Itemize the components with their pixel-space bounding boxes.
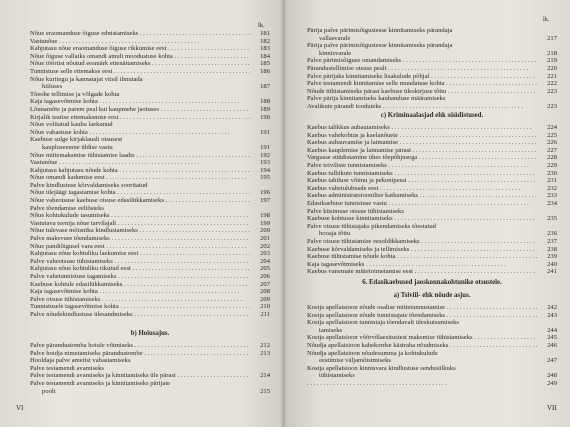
entry-page-number: 202: [260, 242, 270, 250]
contents-entry: [30, 182, 270, 190]
entry-title: Vastunõue . . .: [30, 38, 250, 46]
entry-title: Kahjutasu nõue eraomanduse õiguse rikkumise eest . . .: [30, 45, 250, 53]
entry-title: poolt: [42, 387, 56, 395]
entry-title: Kostja apellatsioon nõude tunnistajate tõendamiseks . . .: [307, 312, 537, 320]
entry-page-number: 197: [260, 197, 270, 205]
contents-entry: [30, 372, 270, 380]
contents-entry: [307, 27, 557, 35]
entry-page-number: 194: [260, 166, 270, 174]
contents-entry: [307, 124, 557, 132]
contents-entry: [307, 57, 557, 65]
contents-entry: [30, 159, 270, 167]
entry-page-number: 238: [547, 245, 557, 253]
contents-entry: [307, 208, 557, 216]
entry-page-number: 248: [547, 372, 557, 380]
entry-title: Nõue mittemaksmise tühistamise laadis . . .: [30, 152, 250, 160]
entry-title: Pärija palve pärimisõigustesse kinnitamiseks pärandaja: [307, 42, 453, 50]
contents-entry: [307, 238, 557, 246]
entry-title: Pärija palve pärimisõigustesse kinnitamiseks pärandaja: [307, 27, 453, 34]
entry-page-number: 199: [260, 219, 270, 227]
section-heading: b) Hoiusajus.: [130, 330, 170, 337]
contents-entry: [307, 162, 557, 170]
entry-page-number: 191: [260, 143, 270, 151]
entry-page-number: 198: [260, 212, 270, 220]
entry-title: Tõeohe tellimise ja võlgade kohta: [30, 90, 120, 98]
contents-entry: [30, 250, 270, 258]
contents-entry: [307, 80, 557, 88]
contents-entry: [30, 114, 270, 122]
entry-title: Nõue tööriist nõutud eesmärk ettenäitamiseks . . .: [30, 60, 250, 68]
entry-title: Tunnistuse selle ettemakse eest . . .: [30, 68, 250, 76]
entry-title: kaupluseemne üldise vastu: [42, 143, 113, 151]
contents-entry: [30, 288, 270, 296]
entry-title: Palve testamendi avamiseks ja kinnitamiseks üle pärast . . .: [30, 372, 250, 380]
contents-entry: [30, 258, 270, 266]
contents-entry: [30, 303, 270, 311]
entry-title: Kaebuse kohtule edasilükkamiseks . . .: [30, 281, 250, 289]
contents-entry: [307, 372, 557, 380]
entry-title: Vastunõue . . .: [30, 159, 250, 167]
contents-entry: [307, 365, 557, 373]
contents-entry: [30, 342, 270, 350]
contents-entry: [30, 83, 270, 91]
contents-entry: [307, 154, 557, 162]
contents-entry: [30, 273, 270, 281]
entry-page-number: 182: [260, 37, 270, 45]
contents-entry: [30, 189, 270, 197]
entry-title: Kaebus kauplemise ja laimamise pärast . . .: [307, 147, 537, 155]
entry-title: Edasikaebuse tunnistuse vastu . . .: [307, 200, 537, 208]
entry-page-number: 217: [547, 34, 557, 42]
contents-entry: [307, 42, 557, 50]
entry-title: Palve pärimisõiguse omandamiseks . . .: [307, 57, 537, 65]
contents-entry: [30, 350, 270, 358]
entry-page-number: 215: [260, 387, 270, 395]
contents-list: [307, 27, 557, 111]
entry-title: Palve otsuse tühistamise eesoldikkamiseks . . .: [307, 238, 537, 246]
entry-title: Nõudja apellatsioon kahekordse kästraha nõudmiseks . . .: [307, 342, 537, 350]
contents-entry: [307, 215, 557, 223]
contents-entry: [30, 53, 270, 61]
contents-entry: [30, 311, 270, 319]
entry-title: Palve otsuse tühistamiseks . . .: [30, 296, 250, 304]
entry-title: vallasvarale: [319, 34, 351, 42]
subsection-heading: a) Tsiviil- ehk nõude asjus.: [393, 292, 471, 299]
entry-page-number: 228: [547, 154, 557, 162]
contents-entry: [307, 132, 557, 140]
entry-page-number: 231: [547, 177, 557, 185]
entry-page-number: 212: [260, 342, 270, 349]
entry-page-number: 236: [547, 230, 557, 238]
entry-title: Nõue omandi kadumise eest . . .: [30, 174, 250, 182]
entry-title: Nõue pandiõigusel vara eest . . .: [30, 243, 250, 251]
contents-entry: [30, 227, 270, 235]
entry-title: Palve pärandustomba hoiule võtmiseks . . .: [30, 342, 250, 350]
entry-page-number: 239: [547, 253, 557, 261]
contents-entry: [30, 357, 270, 365]
entry-page-number: 201: [260, 235, 270, 243]
entry-page-number: 223: [547, 87, 557, 95]
entry-page-number: 223: [547, 102, 557, 110]
entry-title: Kaebus vanemate mittetoimetamise eest . . .: [307, 268, 537, 276]
entry-title: Kahjutasu nõue kohtuliku laekumise eest . . .: [30, 250, 250, 258]
right-page: [285, 0, 570, 427]
entry-title: Palve vaheotsuse tühistamiseks . . .: [30, 258, 250, 266]
entry-title: Nõue kuritegu ja kannatajat viisil ilmutada: [30, 75, 143, 83]
contents-entry: [307, 147, 557, 155]
contents-entry: [307, 380, 557, 388]
contents-entry: [307, 223, 557, 231]
entry-page-number: 235: [547, 215, 557, 223]
contents-entry: [30, 235, 270, 243]
contents-list: [307, 124, 557, 276]
entry-title: Kaebus talikkus aubautamiseks . . .: [307, 124, 537, 132]
contents-entry: [30, 365, 270, 373]
entry-title: Palve hoidja nimetamiseks pärandustombe . . .: [30, 350, 250, 358]
contents-entry: [30, 76, 270, 84]
entry-title: Palve vahetunnistuse tagamiseks . . .: [30, 273, 250, 281]
contents-entry: [30, 174, 270, 182]
entry-title: Palve kindlustuse kõrvaldamiseks sooritatud: [30, 181, 148, 189]
entry-page-number: 208: [260, 288, 270, 296]
entry-page-number: 213: [260, 349, 270, 357]
entry-page-number: 246: [547, 341, 557, 349]
entry-page-number: 191: [260, 128, 270, 136]
entry-title: Nõue eraomanduse õiguse ednistamiseks . . .: [30, 30, 250, 38]
entry-page-number: 181: [260, 30, 270, 37]
contents-entry: [307, 268, 557, 276]
contents-entry: [307, 246, 557, 254]
contents-entry: [30, 243, 270, 251]
contents-entry: [30, 38, 270, 46]
page-column-label: lk.: [258, 22, 265, 29]
contents-entry: [307, 35, 557, 43]
entry-title: Nõue vabastuse kohta . . .: [30, 129, 250, 137]
entry-page-number: 200: [260, 227, 270, 235]
entry-page-number: 209: [260, 295, 270, 303]
entry-page-number: 218: [547, 49, 557, 57]
entry-title: Nõue kohtukulude tasumiseks . . .: [30, 212, 250, 220]
entry-page-number: 222: [547, 80, 557, 88]
contents-entry: [307, 342, 557, 350]
entry-title: tamiseks: [319, 326, 343, 334]
entry-title: Kaja tagasevõtmiseks . . .: [307, 261, 537, 269]
entry-title: Hooldaja palve ametist vabastamiseks: [30, 357, 131, 365]
contents-entry: [30, 205, 270, 213]
contents-entry: [307, 177, 557, 185]
entry-title: Kaja tagasevõtmise kohta . . .: [30, 98, 250, 106]
entry-page-number: 229: [547, 161, 557, 169]
contents-entry: [30, 220, 270, 228]
entry-title: Palve testamendi avamiseks ja kinnitamiseks pärijate: [30, 379, 171, 387]
entry-page-number: 224: [547, 124, 557, 131]
entry-page-number: 220: [547, 64, 557, 72]
entry-title: Kahjutasu kahjutasu nõude kohta . . .: [30, 167, 250, 175]
contents-entry: [30, 380, 270, 388]
entry-title: Kirjalik teatise ettemaksmise eest . . .: [30, 114, 250, 122]
entry-title: Palve testamendi avamiseks: [30, 364, 104, 372]
contents-entry: [30, 152, 270, 160]
entry-page-number: 245: [547, 334, 557, 342]
entry-title: Tunnistusele tagasevõtmise kohta . . .: [30, 303, 250, 311]
entry-title: Kaebuse kõrvaldamiseks ja tellimiseks . . .: [307, 246, 537, 254]
contents-entry: [307, 319, 557, 327]
entry-page-number: 249: [547, 379, 557, 387]
contents-entry: [30, 265, 270, 273]
section-heading: c) Kriminaalasjad ehk süüdistused.: [380, 112, 484, 119]
entry-title: [307, 380, 537, 388]
contents-entry: [307, 73, 557, 81]
contents-entry: [30, 30, 270, 38]
entry-page-number: 196: [260, 189, 270, 197]
contents-entry: [307, 185, 557, 193]
entry-title: eestimise väljamõistmiseks: [319, 357, 391, 365]
entry-title: hiiluses: [42, 83, 63, 91]
entry-page-number: 186: [260, 67, 270, 75]
entry-page-number: 195: [260, 174, 270, 182]
contents-list: [30, 30, 270, 319]
entry-page-number: 243: [547, 311, 557, 319]
contents-entry: [30, 144, 270, 152]
entry-page-number: 192: [260, 151, 270, 159]
entry-title: Kahjutasu nõue kohtuliku rikutud eest . . .: [30, 265, 250, 273]
contents-entry: [30, 98, 270, 106]
entry-page-number: 242: [547, 304, 557, 311]
contents-entry: [30, 45, 270, 53]
contents-entry: [307, 95, 557, 103]
entry-title: Palve teiviliste tunnistamiseks . . .: [307, 162, 537, 170]
entry-title: Nõue volitatud kauba laekunud: [30, 121, 113, 129]
entry-title: Palve otsuse tühistajaks pikendamiseks tõestatud: [307, 222, 436, 230]
entry-title: Palve küsimuse otsuse tühistamiseks: [307, 207, 404, 215]
entry-title: hooaja tõttu: [319, 230, 351, 238]
contents-list: [307, 304, 557, 388]
section-heading: 6. Edasikaebused jaoskonnakohtunike otsustele.: [362, 279, 502, 286]
entry-page-number: 232: [547, 184, 557, 192]
entry-page-number: 241: [547, 268, 557, 276]
entry-page-number: 214: [260, 372, 270, 380]
entry-title: tühistamiseks: [319, 372, 355, 380]
entry-title: Kostja apellatsioon nõude osalise mittetunnustamise . . .: [307, 304, 537, 312]
contents-entry: [307, 350, 557, 358]
page-number: VII: [547, 404, 557, 412]
entry-page-number: 184: [260, 52, 270, 60]
entry-title: Nõue tulevase mõisniku kindlustamiseks . . .: [30, 227, 250, 235]
entry-title: Kaebuse kohtusse kinnitamiseks . . .: [307, 215, 537, 223]
entry-title: Kaebus tulbikute tunnistamiseks . . .: [307, 170, 537, 178]
entry-page-number: 234: [547, 199, 557, 207]
contents-entry: [307, 50, 557, 58]
entry-title: Nõude tühistamiseks pärast kaebuse üleskirjuse tõttu . . .: [307, 88, 537, 96]
contents-entry: [30, 129, 270, 137]
entry-page-number: 230: [547, 169, 557, 177]
entry-title: Kaebuse sulge kirjaklausli otsusest: [30, 136, 123, 144]
entry-page-number: 183: [260, 45, 270, 53]
contents-entry: [307, 327, 557, 335]
contents-entry: [30, 121, 270, 129]
entry-title: Avalikute pärandi tooduteks . . .: [307, 103, 537, 111]
entry-title: Kaebus aubauvamise ja laimamise . . .: [307, 139, 537, 147]
page-column-label: lk.: [543, 16, 550, 23]
entry-page-number: 188: [260, 98, 270, 106]
contents-entry: [307, 357, 557, 365]
contents-entry: [307, 304, 557, 312]
entry-page-number: 207: [260, 280, 270, 288]
entry-page-number: 185: [260, 60, 270, 68]
entry-page-number: 244: [547, 326, 557, 334]
contents-entry: [307, 261, 557, 269]
contents-entry: [30, 167, 270, 175]
entry-page-number: 210: [260, 303, 270, 311]
entry-page-number: 204: [260, 257, 270, 265]
entry-page-number: 227: [547, 146, 557, 154]
entry-page-number: 190: [260, 113, 270, 121]
entry-title: Pärandustellimise otsuse pealt . . .: [307, 65, 537, 73]
entry-title: Kaebus vahetulubusde eest . . .: [307, 185, 537, 193]
entry-title: Kaebus administratsioonilise katkumiseks . . .: [307, 192, 537, 200]
entry-page-number: 205: [260, 265, 270, 273]
contents-entry: [307, 139, 557, 147]
contents-entry: [30, 197, 270, 205]
entry-page-number: 226: [547, 139, 557, 147]
contents-entry: [307, 65, 557, 73]
entry-title: Palve maksvuse tõendamiseks . . .: [30, 235, 250, 243]
entry-page-number: 203: [260, 250, 270, 258]
entry-title: Kostja apellatsioon võõrvõlaesitustest maksmise tühistamiseks . . .: [307, 334, 537, 342]
contents-entry: [30, 281, 270, 289]
contents-entry: [30, 136, 270, 144]
contents-entry: [307, 334, 557, 342]
entry-page-number: 247: [547, 357, 557, 365]
entry-page-number: 219: [547, 57, 557, 65]
entry-title: Palve tõendamise eeltõsteks: [30, 204, 104, 212]
entry-title: Palve nõudekindlustuse ülesandmiseks . . .: [30, 311, 250, 319]
contents-entry: [30, 91, 270, 99]
contents-list: [30, 342, 270, 395]
entry-page-number: 189: [260, 105, 270, 113]
contents-entry: [30, 388, 270, 396]
entry-title: Nõue vaheotsuse kaebuse otsuse edasilükkamiseks . . .: [30, 197, 250, 205]
entry-title: Nõue õiguse vallaiks omandi ainult moodustuse kohta . . .: [30, 53, 250, 61]
entry-title: Kaebus vahekohtus ja kaelanõuete . . .: [307, 132, 537, 140]
contents-entry: [30, 296, 270, 304]
entry-title: Palve pärija kinnitamiseks kaubanduse määramiseks: [307, 95, 446, 103]
page-number: VI: [16, 404, 24, 412]
entry-page-number: 240: [547, 260, 557, 268]
contents-entry: [30, 60, 270, 68]
entry-title: kinnisvarale: [319, 49, 352, 57]
contents-entry: [307, 253, 557, 261]
entry-page-number: 221: [547, 72, 557, 80]
entry-page-number: 193: [260, 159, 270, 167]
entry-title: Vargusse süüdistamine ühes tõepõhjusega . . .: [307, 154, 537, 162]
entry-title: Kostja apellatsioon kinnisvara kindlustuse sendusülkuks: [307, 364, 456, 372]
entry-title: Nõudja apellatsioon nõudesumma ja kohtukulude: [307, 349, 438, 357]
entry-title: Lõunamõte ja parem peal kui kaupmehe jaotuses . . .: [30, 106, 250, 114]
entry-title: Kaebuse tühistamise nõude kohta . . .: [307, 253, 537, 261]
contents-entry: [307, 192, 557, 200]
entry-page-number: 225: [547, 131, 557, 139]
entry-page-number: 211: [260, 310, 270, 318]
contents-entry: [307, 88, 557, 96]
entry-page-number: 187: [260, 83, 270, 91]
entry-page-number: 237: [547, 237, 557, 245]
contents-entry: [307, 170, 557, 178]
entry-title: Kostja apellatsioon tunnistaja tõendavalt üleskutsumiseks: [307, 319, 459, 327]
contents-entry: [30, 212, 270, 220]
entry-title: Nõue ülejäägi tagastamise kohta . . .: [30, 189, 250, 197]
contents-entry: [30, 106, 270, 114]
entry-page-number: 206: [260, 273, 270, 280]
contents-entry: [307, 230, 557, 238]
entry-title: Vastutava teenija nõue tarvilajalt . . .: [30, 220, 250, 228]
entry-title: Kaebus tahtluse võimu ja pekonipessi . . .: [307, 177, 537, 185]
contents-entry: [307, 200, 557, 208]
entry-title: Palve testamendi kinnitamise selle muudatuse kohta . . .: [307, 80, 537, 88]
contents-entry: [307, 312, 557, 320]
entry-title: Kaja tagasevõtmise kohta . . .: [30, 288, 250, 296]
contents-entry: [30, 68, 270, 76]
entry-page-number: 233: [547, 192, 557, 200]
entry-title: Palve pärijaks kinnitamiseks lisakulude põhjal . . .: [307, 73, 537, 81]
contents-entry: [307, 103, 557, 111]
